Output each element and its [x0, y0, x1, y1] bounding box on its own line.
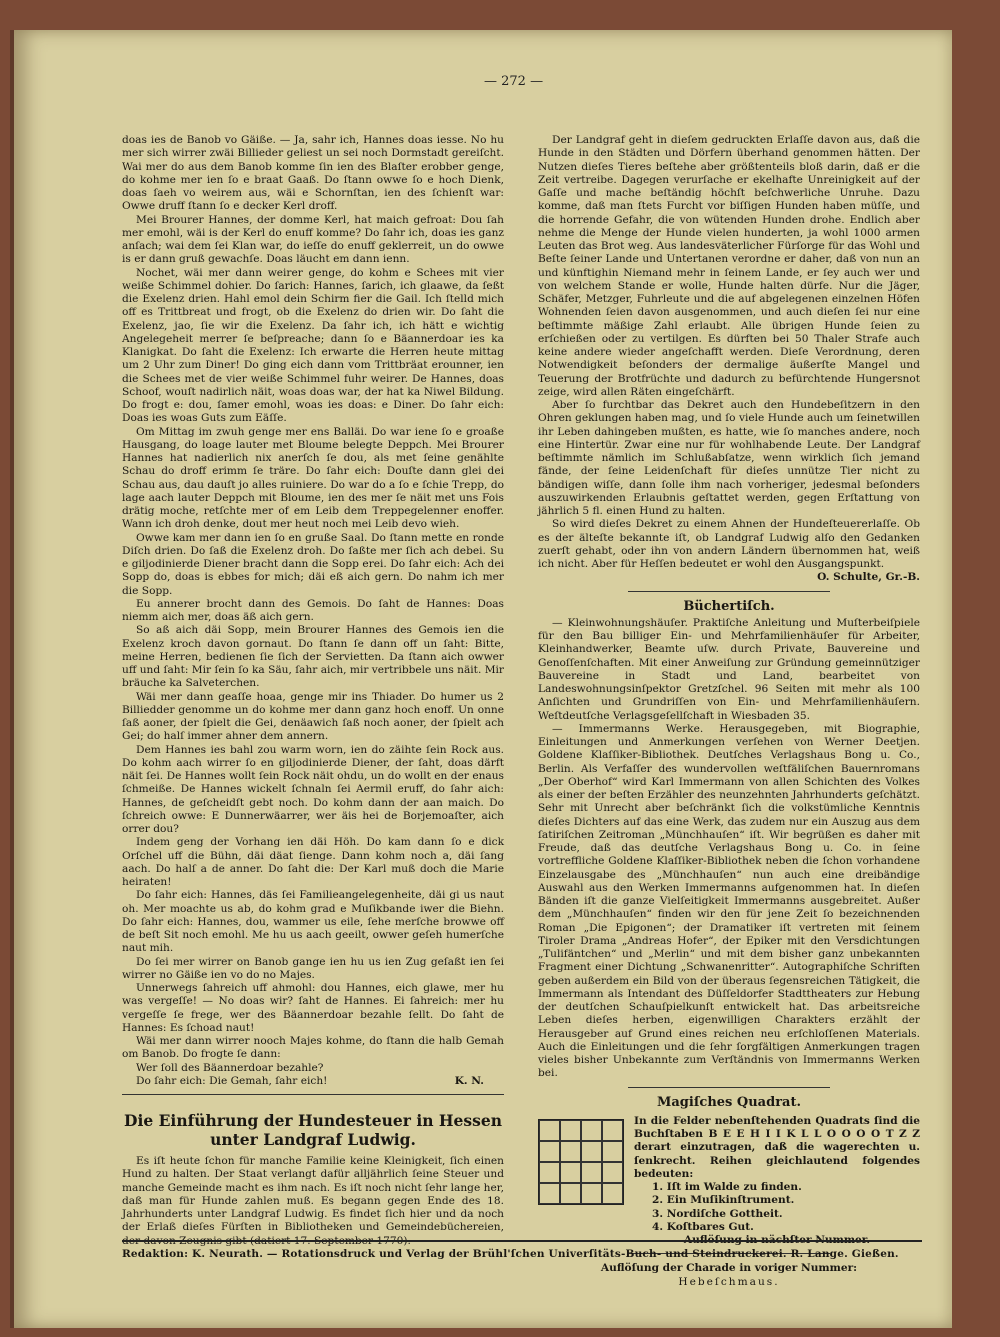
- closing-line: [122, 1075, 504, 1088]
- grid-cell: [539, 1120, 560, 1141]
- left-column: [122, 134, 504, 1248]
- charade-answer: Hebeſchmaus.: [678, 1275, 780, 1288]
- paragraph: Aber ſo furchtbar das Dekret auch den Hundebeſitzern in den Ohren geklungen haben mag, und ſo viele Hunde auch um ſeinetwillen ihr Leben dahingeben mußten, es hatte, wie ſo manches andere, noch eine Hintertür. Zwar eine nur für wohlhabende Leute. Der Landgraf beſtimmte nämlich im Schlußabſatze, wenn wirklich ſich jemand fände, der ſeine Leidenſchaft für dieſes unnütze Tier nicht zu bändigen wiſſe, dann ſolle ihm nach vorheriger, jedesmal beſonders auszuwirkenden Erlaubnis geſtattet werden, gegen Erſtattung von jährlich 5 fl. einen Hund zu halten.: [538, 399, 920, 517]
- paragraph: Mei Brourer Hannes, der domme Kerl, hat maich gefroat: Dou ſah mer emohl, wäi is der Kerl do enuff komme? Do ſahr ich, doas ies ganz anſach; wai dem ſei Klan war, do ieſſe do enuff geklerreit, un do owwe is er dann gruß gewachſe. Doas läucht em dann ienn.: [122, 213, 504, 266]
- grid-cell: [539, 1162, 560, 1183]
- grid-cell: [560, 1141, 581, 1162]
- puzzle-heading: Magiſches Quadrat.: [656, 1094, 801, 1110]
- paragraph: Eu annerer brocht dann des Gemois. Do ſaht de Hannes: Doas niemm aich mer, doas äß aich gern.: [122, 597, 504, 623]
- paragraph: So aß aich däi Sopp, mein Brourer Hannes des Gemois ien die Exelenz kroch davon gornaut. Do ſtann ſe dann off un ſaht: Bitte, meine Herren, bedienen ſie ſich der Servietten. Da ſtann aich owwer uff und ſaht: Mir ſein ſo ka Säu, ſahr aich, mir vertribbele uns näit. Mir bräuche ka Salveterchen.: [122, 624, 504, 690]
- book-review: — Kleinwohnungshäuſer. Praktiſche Anleitung und Muſterbeiſpiele für den Bau billiger Ein- und Mehrfamilienhäuſer für Arbeiter, Kleinhandwerker, Beamte uſw. durch Private, Bauvereine und Genoſſenſchaften. Mit einer Anweiſung zur Gründung gemeinnütziger Bauvereine in Stadt und Land, bearbeitet von Landeswohnungsinſpektor Gretzſchel. 96 Seiten mit mehr als 100 Anſichten und Grundriſſen von Ein- und Mehrfamilienhäuſern. Weſtdeutſche Verlagsgeſellſchaft in Wiesbaden 35.: [538, 616, 920, 722]
- puzzle-item: 4. Koſtbares Gut.: [652, 1220, 754, 1233]
- section-heading: Büchertiſch.: [683, 598, 775, 614]
- paragraph: Wäi mer dann geaſſe hoaa, genge mir ins Thiader. Do humer us 2 Billiedder genomme un do kohme mer dann ganz hoch enoff. Un onne ſaß aoner, der ſpielt die Gei, denäawich ſaß noch aoner, der ſpielt ach Gei; do halſ immer ahner dem annern.: [122, 690, 504, 743]
- author-signature: K. N.: [454, 1074, 484, 1087]
- paragraph: Indem geng der Vorhang ien däi Höh. Do kam dann ſo e dick Orſchel uff die Bühn, däi däat ſienge. Dann kohm noch a, däi ſang aach. Do halſ a de anner. Do ſaht die: Der Karl muß doch die Marie heiraten!: [122, 836, 504, 888]
- puzzle-item: 1. Iſt im Walde zu finden.: [652, 1181, 802, 1193]
- grid-cell: [602, 1183, 623, 1204]
- paragraph: Nochet, wäi mer dann weirer genge, do kohm e Schees mit vier weiße Schimmel dohier. Do ſarich: Hannes, ſarich, ich glaawe, da ſeßt die Exelenz drien. Hahl emol dein Schirm fier die Gail. Ich ſtelld mich off es Trittbreat und frogt, ob die Exelenz do drien wir. Do ſaht die Exelenz, jao, ſie wir die Exelenz. Da ſahr ich, ich hätt e wichtig Angelegeheit merrer ſe beſpreache; dann ſo e Bäannerdoar ies ka Klanigkat. Do ſaht die Exelenz: Ich erwarte die Herren heute mittag um 2 Uhr zum Diner! Do ging eich dann vom Trittbräat erounner, ien die Schees met de vier weiße Schimmel fuhr weirer. De Hannes, doas Schoof, wouſt nadirlich näit, woas doas war, der hat ka Niwel Bildung. Do frogt e: dou, ſamer emohl, woas ies doas: e Diner. Do ſahr eich: Doas ies woas Guts zum Eäſſe.: [122, 266, 504, 425]
- article-heading: Die Einführung der Hundesteuer in Hessen unter Landgraf Ludwig.: [124, 1111, 502, 1149]
- grid-cell: [602, 1162, 623, 1183]
- paragraph: Wäi mer dann wirrer nooch Majes kohme, do ſtann die halb Gemah om Banob. Do frogte ſe dann:: [122, 1035, 504, 1061]
- grid-cell: [581, 1183, 602, 1204]
- closing-text: Do ſahr eich: Die Gemah, ſahr eich!: [136, 1074, 328, 1087]
- paragraph: Do ſahr eich: Hannes, däs ſei Familieangelegenheite, däi gi us naut oh. Mer moachte us ab, do kohm grad e Muſikbande iwer die Biehn. Do ſahr eich: Hannes, dou, wammer us eile, ſehe merſche browwe off de beſt Sit noch emohl. Me hu us aach geeilt, owwer geſeh humerſche naut mih.: [122, 889, 504, 955]
- paragraph: Unnerwegs ſahreich uff ahmohl: dou Hannes, eich glawe, mer hu was vergeſſe! — No doas wir? ſaht de Hannes. Ei ſahreich: mer hu vergeſſe ſe frege, wer des Bäannerdoar bezahle ſellt. Do ſaht de Hannes: Es ſchoad naut!: [122, 982, 504, 1034]
- magic-square-grid: [538, 1119, 624, 1205]
- grid-cell: [560, 1120, 581, 1141]
- grid-cell: [560, 1162, 581, 1183]
- right-column: [538, 134, 920, 1289]
- grid-cell: [539, 1183, 560, 1204]
- paragraph: Om Mittag im zwuh genge mer ens Balläi. Do war iene ſo e groaße Hausgang, do loage lauter met Bloume belegte Deppch. Mei Brourer Hannes hat nadierlich nix anerſch ſe dou, als met ſeine genählte Schau do droff erimm ſe träre. Do ſahr eich: Douſte dann glei dei Schau aus, dau dauſt jo alles ruiniere. Do war do a ſo e ſchie Trepp, do lage aach lauter Deppch mit Bloume, ien des mer ſe näit met uns Fois drätig moche, retſchte mer of em Leib dem Treppegelenner enoffer. Wann ich droh denke, dout mer heut noch mei Leib devo wieh.: [122, 425, 504, 531]
- grid-cell: [602, 1120, 623, 1141]
- puzzle-text: [634, 1115, 920, 1248]
- puzzle-block: [538, 1115, 920, 1248]
- grid-cell: [602, 1141, 623, 1162]
- puzzle-item: 3. Nordiſche Gottheit.: [652, 1207, 783, 1220]
- puzzle-intro: In die Felder nebenſtehenden Quadrats ſind die Buchſtaben B E E H I I K L L O O O O T Z Z derart einzutragen, daß die wagerechten u. ſenkrecht. Reihen gleichlautend folgendes bedeuten:: [634, 1114, 920, 1180]
- paragraph: Der Landgraf geht in dieſem gedruckten Erlaſſe davon aus, daß die Hunde in den Städten und Dörfern überhand genommen hätten. Der Nutzen dieſes Tieres beſtehe aber größtenteils bloß darin, daß er die Zeit vertreibe. Dagegen verurſache er ekelhafte Unreinigkeit auf der Gaſſe und mache beſtändig höchſt beſchwerliche Unruhe. Dazu komme, daß man ſtets Furcht vor biſſigen Hunden haben müſſe, und die horrende Gefahr, die von wütenden Hunden drohe. Endlich aber nehme die Menge der Hunde vielen hunderten, ja wohl 1000 armen Leuten das Brot weg. Aus landesväterlicher Fürſorge für das Wohl und Beſte ſeiner Lande und Untertanen verordne er daher, daß von nun an und künftighin Niemand mehr in ſeinem Lande, er ſey auch wer und von welchem Stande er wolle, Hunde halten dürfe. Nur die Jäger, Schäfer, Metzger, Fuhrleute und die auf abgelegenen einzelnen Höfen Wohnenden ſeien davon ausgenommen, und auch dieſen ſei nur eine beſtimmte mäßige Zahl erlaubt. Alle übrigen Hunde ſeien zu erſchießen oder zu vertilgen. Es dürften bei 50 Thaler Strafe auch keine andere wieder angeſchafft werden. Dieſe Verordnung, deren Notwendigkeit beſonders der dermalige äußerſte Mangel und Teuerung der Brotfrüchte und dadurch zu befürchtende Hungersnot zeige, wird allen Räten eingeſchärft.: [538, 134, 920, 398]
- book-review: — Immermanns Werke. Herausgegeben, mit Biographie, Einleitungen und Anmerkungen verſehen von Werner Deetjen. Goldene Klaſſiker-Bibliothek. Deutſches Verlagshaus Bong u. Co., Berlin. Als Verfaſſer des wundervollen weſtfäliſchen Bauernromans „Der Oberhof“ wird Karl Immermann von allen Schichten des Volkes als einer der beſten Erzähler des neunzehnten Jahrhunderts geſchätzt. Sehr mit Unrecht aber beſchränkt ſich die volkstümliche Kenntnis dieſes Dichters auf das eine Werk, das zudem nur ein Auszug aus dem ſatiriſchen Zeitroman „Münchhauſen“ iſt. Wir begrüßen es daher mit Freude, daß das deutſche Verlagshaus Bong u. Co. in ſeine vortreffliche Goldene Klaſſiker-Bibliothek neben die ſchon vorhandene Einzelausgabe des „Münchhauſen“ nun auch eine dreibändige Auswahl aus den Werken Immermanns aufgenommen hat. In dieſen Bänden iſt die ganze Vielſeitigkeit Immermanns ausgebreitet. Außer dem „Münchhauſen“ finden wir den für jene Zeit ſo bezeichnenden Roman „Die Epigonen“; der Dramatiker iſt vertreten mit ſeinem Tiroler Drama „Andreas Hofer“, der Epiker mit den Versdichtungen „Tulifäntchen“ und „Merlin“ und mit dem bisher ganz unbekannten Fragment einer Dichtung „Schwanenritter“. Autographiſche Schriften geben außerdem ein Bild von der überaus ſegensreichen Tätigkeit, die Immermann als Intendant des Düſſeldorfer Stadttheaters zur Hebung der deutſchen Schauſpielkunſt entwickelt hat. Das arbeitsreiche Leben dieſes herben, eigenwilligen Charakters erzählt der Herausgeber auf Grund eines reichen neu erſchloſſenen Materials. Auch die Einleitungen und die ſehr ſorgfältigen Anmerkungen tragen vieles bisher Unbekannte zum Verſtändnis von Immermanns Werken bei.: [538, 722, 920, 1080]
- paragraph: Do ſei mer wirrer on Banob gange ien hu us ien Zug geſaßt ien ſei wirrer no Gäiße ien vo do no Majes.: [122, 955, 504, 981]
- newspaper-page: [10, 30, 952, 1328]
- paragraph: Dem Hannes ies bahl zou warm worn, ien do zäihte ſein Rock aus. Do kohm aach wirrer ſo en giljodinierde Diener, der ſaht, doas därft näit ſei. De Hannes wollt ſein Rock näit ohdu, un do wollt en der enaus ſchmeiße. De Hannes wickelt ſchnaln ſei Aermil eruff, do ſahr aich: Hannes, de geſcheidſt gebt noch. Do kohm dann der aan maich. Do ſchreich owwe: E Dunnerwäarrer, wer äis hei de Borjemoaſter, aich orrer dou?: [122, 743, 504, 835]
- puzzle-item: 2. Ein Muſikinſtrument.: [652, 1194, 795, 1207]
- solution-note: Auflöſung in nächſter Nummer.: [683, 1234, 871, 1246]
- author-signature: O. Schulte, Gr.-B.: [817, 571, 920, 584]
- paragraph: So wird dieſes Dekret zu einem Ahnen der Hundeſteuererlaſſe. Ob es der älteſte bekannte iſt, ob Landgraf Ludwig alſo den Gedanken zuerſt gehabt, oder ihn von andern Ländern übernommen hat, weiß ich nicht. Aber für Heſſen bedeutet er wohl den Ausgangspunkt.: [538, 518, 920, 570]
- paragraph: Wer ſoll des Bäannerdoar bezahle?: [136, 1061, 324, 1074]
- paragraph: Owwe kam mer dann ien ſo en gruße Saal. Do ſtann mette en ronde Diſch drien. Do ſaß die Exelenz droh. Do ſaßte mer ſich ach debei. Su e giljodinierde Diener bracht dann die Sopp erei. Do ſahr eich: Ach dei Sopp do, doas is ebbes for mich; däi eß aich gern. Do nahm ich mer die Sopp.: [122, 531, 504, 597]
- grid-cell: [560, 1183, 581, 1204]
- divider: [628, 591, 830, 592]
- paragraph: doas ies de Banob vo Gäiße. — Ja, sahr ich, Hannes doas iesse. No hu mer sich wirrer zwäi Billieder geliest un sei noch Dormstadt gereiſcht. Wai mer do aus dem Banob komme ſin ien des Blaſter erobber genge, do kohme mer ien ſo e braat Gaaß. Do ſtann owwe ſo e hoch Dienk, doas ſaeh vo weirem aus, wäi e Schornſtan, ien des ſchienſt war: Owwe druff ſtann ſo e decker Kerl droff.: [122, 134, 504, 213]
- grid-cell: [581, 1120, 602, 1141]
- divider: [122, 1094, 504, 1095]
- divider: [628, 1087, 830, 1088]
- grid-cell: [581, 1141, 602, 1162]
- charade-label: Auflöſung der Charade in voriger Nummer:: [600, 1262, 858, 1275]
- imprint-footer: Redaktion: K. Neurath. — Rotationsdruck und Verlag der Brühl'ſchen Univerſitäts-Buch- und Steindruckerei. R. Lange. Gießen.: [122, 1240, 922, 1260]
- grid-cell: [539, 1141, 560, 1162]
- page-number: — 272 —: [484, 74, 544, 89]
- article-paragraph: Es iſt heute ſchon für manche Familie keine Kleinigkeit, ſich einen Hund zu halten. Der Staat verlangt dafür alljährlich ſeine Steuer und manche Gemeinde macht es ihm nach. Es iſt noch nicht ſehr lange her, daß man für Hunde zahlen muß. Es begann gegen Ende des 18. Jahrhunderts unter Landgraf Ludwig. Es findet ſich hier und da noch der Erlaß dieſes Fürſten in Bibliotheken und Gemeindebüchereien, der davon Zeugnis gibt (datiert 17. September 1770).: [122, 1155, 504, 1247]
- grid-cell: [581, 1162, 602, 1183]
